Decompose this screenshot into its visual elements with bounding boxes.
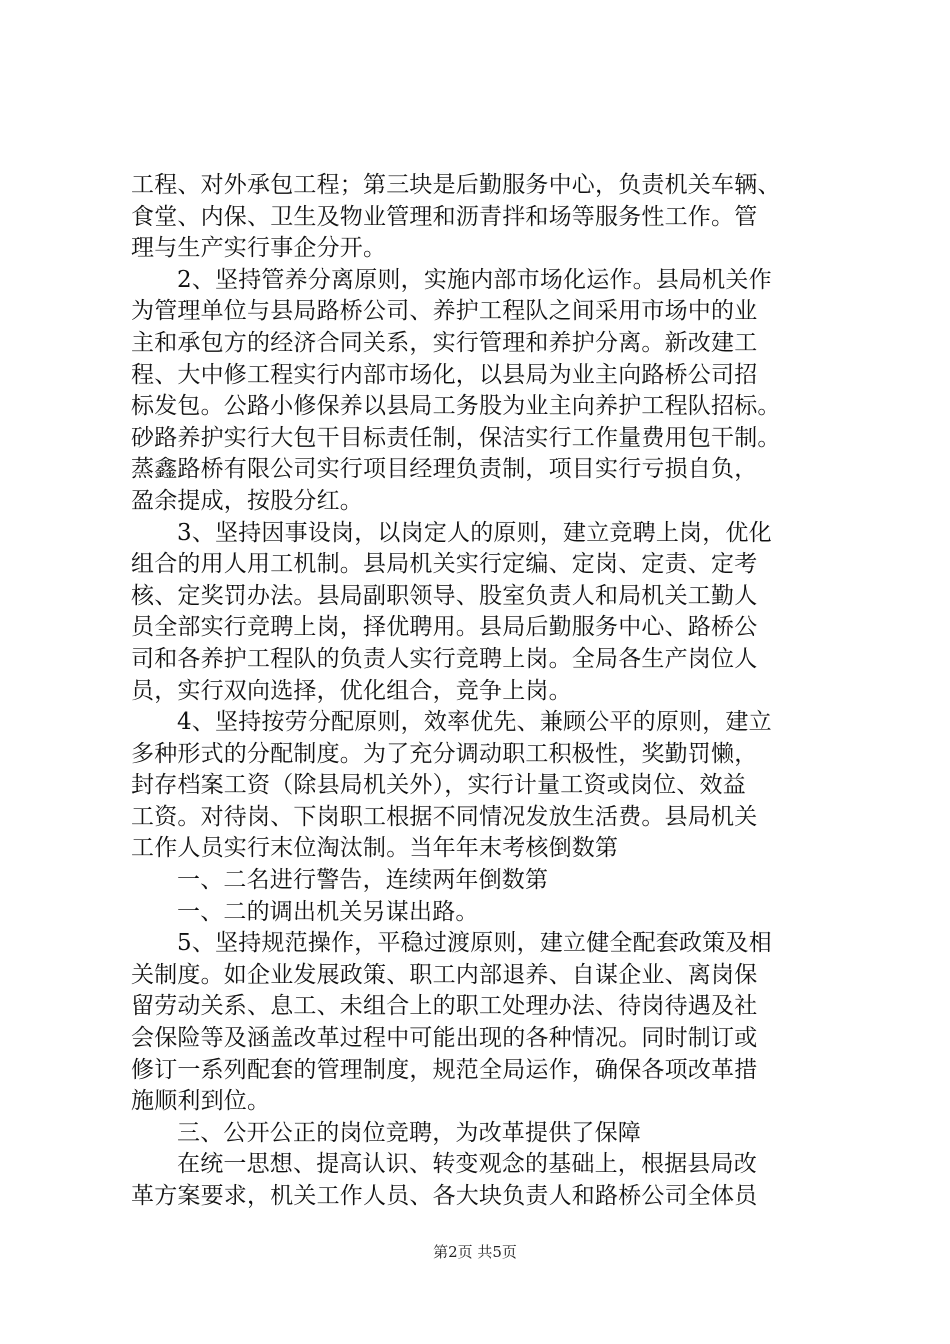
text-line-23: 一、二名进行警告，连续两年倒数第 (177, 867, 549, 894)
text-line-27: 留劳动关系、息工、未组合上的职工处理办法、待岗待遇及社 (131, 993, 758, 1020)
text-line-7: 程、大中修工程实行内部市场化，以县局为业主向路桥公司招 (131, 361, 758, 388)
text-line-8: 标发包。公路小修保养以县局工务股为业主向养护工程队招标。 (131, 393, 781, 420)
paragraph-6-start: 在统一思想、提高认识、转变观念的基础上，根据县局改 (177, 1151, 757, 1178)
text-line-20: 封存档案工资（除县局机关外），实行计量工资或岗位、效益 (131, 772, 746, 799)
text-line-11: 盈余提成，按股分红。 (131, 487, 363, 514)
text-line-13: 组合的用人用工机制。县局机关实行定编、定岗、定责、定考 (131, 551, 758, 578)
text-line-2: 食堂、内保、卫生及物业管理和沥青拌和场等服务性工作。管 (131, 203, 758, 230)
text-line-15: 员全部实行竞聘上岗，择优聘用。县局后勤服务中心、路桥公 (131, 614, 758, 641)
paragraph-2-start: 2、坚持管养分离原则，实施内部市场化运作。县局机关作 (177, 266, 772, 293)
text-line-26: 关制度。如企业发展政策、职工内部退养、自谋企业、离岗保 (131, 961, 758, 988)
paragraph-3-start: 3、坚持因事设岗，以岗定人的原则，建立竞聘上岗，优化 (177, 519, 772, 546)
text-line-14: 核、定奖罚办法。县局副职领导、股室负责人和局机关工勤人 (131, 582, 758, 609)
text-line-30: 施顺利到位。 (131, 1088, 271, 1115)
text-line-9: 砂路养护实行大包干目标责任制，保洁实行工作量费用包干制。 (131, 424, 781, 451)
page-number-footer: 第2页 共5页 (433, 1243, 517, 1261)
section-heading-3: 三、公开公正的岗位竞聘，为改革提供了保障 (177, 1119, 641, 1146)
text-line-19: 多种形式的分配制度。为了充分调动职工积极性，奖勤罚懒， (131, 740, 758, 767)
text-line-5: 为管理单位与县局路桥公司、养护工程队之间采用市场中的业 (131, 298, 758, 325)
text-line-1: 工程、对外承包工程；第三块是后勤服务中心，负责机关车辆、 (131, 172, 781, 198)
text-line-10: 蒸鑫路桥有限公司实行项目经理负责制，项目实行亏损自负， (131, 456, 758, 483)
text-line-22: 工作人员实行末位淘汰制。当年年末考核倒数第 (131, 835, 619, 862)
document-body (131, 170, 831, 1213)
text-line-29: 修订一系列配套的管理制度，规范全局运作，确保各项改革措 (131, 1056, 758, 1083)
paragraph-4-start: 4、坚持按劳分配原则，效率优先、兼顾公平的原则，建立 (177, 709, 772, 736)
text-line-21: 工资。对待岗、下岗职工根据不同情况发放生活费。县局机关 (131, 803, 758, 830)
paragraph-5-start: 5、坚持规范操作，平稳过渡原则，建立健全配套政策及相 (177, 930, 772, 957)
text-line-3: 理与生产实行事企分开。 (131, 235, 387, 262)
text-line-33: 革方案要求，机关工作人员、各大块负责人和路桥公司全体员 (131, 1183, 758, 1209)
text-line-28: 会保险等及涵盖改革过程中可能出现的各种情况。同时制订或 (131, 1025, 758, 1052)
text-line-16: 司和各养护工程队的负责人实行竞聘上岗。全局各生产岗位人 (131, 645, 758, 672)
text-line-17: 员，实行双向选择，优化组合，竞争上岗。 (131, 677, 572, 704)
text-line-24: 一、二的调出机关另谋出路。 (177, 898, 479, 925)
text-line-6: 主和承包方的经济合同关系，实行管理和养护分离。新改建工 (131, 329, 758, 356)
